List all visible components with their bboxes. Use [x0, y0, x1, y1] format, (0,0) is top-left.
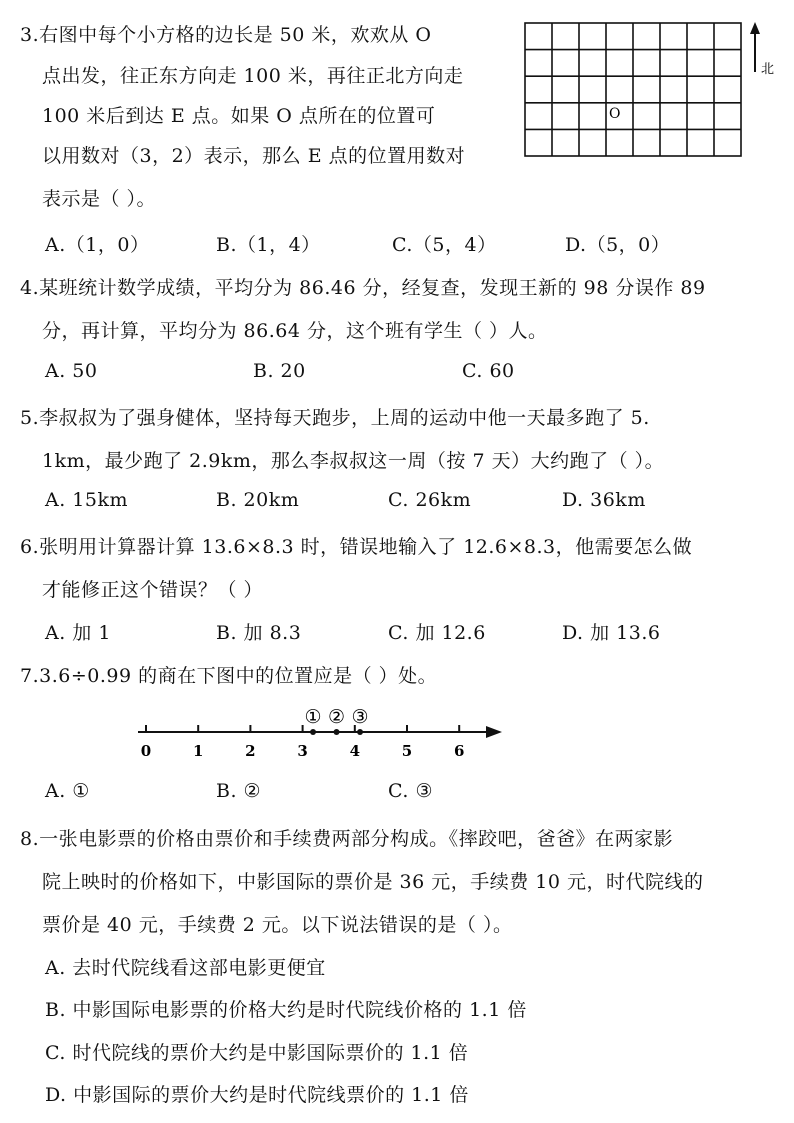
q7-option-b[interactable]: B. ②	[216, 780, 262, 802]
number-line-tick-label: 4	[349, 742, 361, 760]
number-line-point-label: ①	[304, 706, 322, 728]
number-line-arrow-icon	[486, 726, 502, 738]
q7-option-a[interactable]: A. ①	[45, 780, 90, 802]
number-line-tick-label: 5	[401, 742, 413, 760]
q6-option-c[interactable]: C. 加 12.6	[388, 622, 486, 644]
q6-option-d[interactable]: D. 加 13.6	[562, 622, 661, 644]
grid-lines	[525, 23, 741, 156]
number-line-point	[334, 729, 340, 735]
q5-line-2: 1km，最少跑了 2.9km，那么李叔叔这一周（按 7 天）大约跑了（ ）。	[42, 450, 665, 472]
q3-line-3: 100 米后到达 E 点。如果 O 点所在的位置可	[42, 105, 436, 127]
number-line-tick-label: 2	[245, 742, 256, 760]
number-line-point	[357, 729, 363, 735]
q3-line-5: 表示是（ ）。	[42, 188, 157, 210]
q4-option-c[interactable]: C. 60	[462, 360, 515, 382]
q4-option-b[interactable]: B. 20	[253, 360, 306, 382]
q8-option-d[interactable]: D. 中影国际的票价大约是时代院线票价的 1.1 倍	[45, 1084, 469, 1106]
q3-line-1: 3.右图中每个小方格的边长是 50 米，欢欢从 O	[20, 24, 432, 46]
q3-option-a[interactable]: A.（1，0）	[45, 234, 150, 256]
q3-option-d[interactable]: D.（5，0）	[565, 234, 671, 256]
q6-option-a[interactable]: A. 加 1	[45, 622, 111, 644]
q5-line-1: 5.李叔叔为了强身健体，坚持每天跑步，上周的运动中他一天最多跑了 5.	[20, 407, 650, 429]
number-line-point-label: ②	[328, 706, 346, 728]
grid-point-label: O	[609, 106, 621, 122]
q7-line-1: 7.3.6÷0.99 的商在下图中的位置应是（ ）处。	[20, 665, 438, 687]
q3-option-c[interactable]: C.（5，4）	[392, 234, 497, 256]
q8-option-b[interactable]: B. 中影国际电影票的价格大约是时代院线价格的 1.1 倍	[45, 999, 527, 1021]
q4-line-2: 分，再计算，平均分为 86.64 分，这个班有学生（ ）人。	[42, 320, 548, 342]
q4-option-a[interactable]: A. 50	[45, 360, 98, 382]
number-line-point	[310, 729, 316, 735]
q6-option-b[interactable]: B. 加 8.3	[216, 622, 302, 644]
q8-option-a[interactable]: A. 去时代院线看这部电影更便宜	[45, 957, 326, 979]
number-line-tick-label: 3	[297, 742, 308, 760]
q5-option-b[interactable]: B. 20km	[216, 489, 300, 511]
number-line-tick-label: 0	[140, 742, 152, 760]
q7-option-c[interactable]: C. ③	[388, 780, 433, 802]
north-label: 北	[761, 62, 775, 77]
north-arrow-icon	[750, 22, 760, 72]
q3-line-2: 点出发，往正东方向走 100 米，再往正北方向走	[42, 65, 464, 87]
q3-grid-figure	[520, 18, 790, 160]
q6-line-2: 才能修正这个错误？（ ）	[42, 579, 264, 601]
q8-line-3: 票价是 40 元，手续费 2 元。以下说法错误的是（ ）。	[42, 914, 513, 936]
q6-line-1: 6.张明用计算器计算 13.6×8.3 时，错误地输入了 12.6×8.3，他需要怎么做	[20, 536, 693, 558]
q8-line-1: 8.一张电影票的价格由票价和手续费两部分构成。《摔跤吧，爸爸》在两家影	[20, 828, 674, 850]
q8-option-c[interactable]: C. 时代院线的票价大约是中影国际票价的 1.1 倍	[45, 1042, 469, 1064]
q4-line-1: 4.某班统计数学成绩，平均分为 86.46 分，经复查，发现王新的 98 分误作 89	[20, 277, 706, 299]
q3-option-b[interactable]: B.（1，4）	[216, 234, 321, 256]
q3-line-4: 以用数对（3，2）表示，那么 E 点的位置用数对	[42, 145, 466, 167]
number-line-point-label: ③	[351, 706, 369, 728]
number-line-tick-label: 1	[192, 742, 204, 760]
q8-line-2: 院上映时的价格如下，中影国际的票价是 36 元，手续费 10 元，时代院线的	[42, 871, 704, 893]
q5-option-d[interactable]: D. 36km	[562, 489, 646, 511]
q7-number-line	[130, 700, 520, 764]
number-line-tick-label: 6	[453, 742, 465, 760]
q5-option-c[interactable]: C. 26km	[388, 489, 472, 511]
q5-option-a[interactable]: A. 15km	[45, 489, 129, 511]
